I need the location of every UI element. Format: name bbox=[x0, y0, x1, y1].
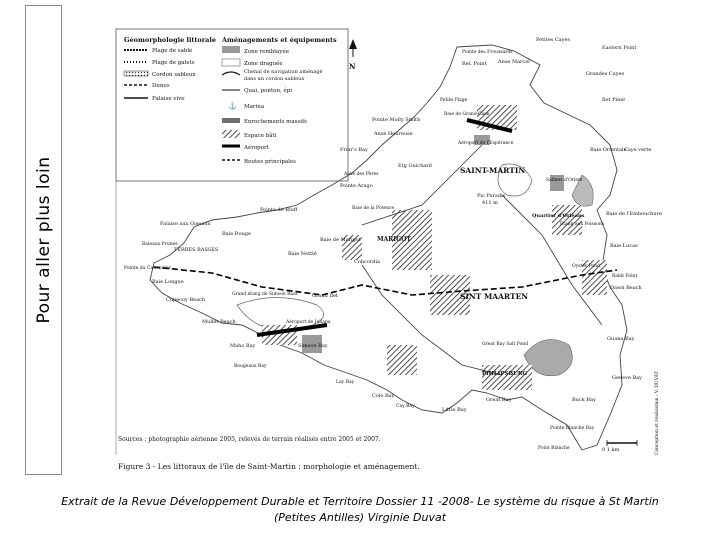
label-pointe-froussards: Pointe des Froussards bbox=[462, 50, 513, 55]
figure-caption: Figure 3 - Les littoraux de l'île de Saint-Martin : morphologie et aménagement. bbox=[118, 462, 420, 471]
label-baie-potence: Baie de la Potence bbox=[352, 206, 395, 211]
label-babit: Babit Point bbox=[612, 274, 638, 279]
label-cupecoy: Cupecoy Beach bbox=[166, 297, 206, 303]
label-caye-verte: Caye verte bbox=[624, 147, 652, 153]
label-baie-grand-case: Baie de Grand-Case bbox=[444, 112, 490, 117]
legend-amg-3: Quai, ponton, épi bbox=[244, 88, 293, 94]
label-quartier-orleans: Quartier d'Orléans bbox=[532, 213, 585, 219]
label-philipsburg: PHILIPSBURG bbox=[482, 371, 528, 377]
legend-geo-1: Plage de galets bbox=[152, 60, 195, 66]
legend-amg-2a: Chenal de navigation aménagé bbox=[244, 69, 323, 75]
sidebar-panel bbox=[25, 5, 62, 475]
label-aeroport-esperance: Aéroport de l'Espérance bbox=[458, 141, 514, 146]
legend-amg-0: Zone remblayée bbox=[244, 49, 289, 55]
scale-bar bbox=[607, 440, 637, 446]
label-aeroport-juliana: Aéroport de Juliana bbox=[286, 320, 331, 325]
legend-amg-5: Enrochements massifs bbox=[244, 119, 307, 125]
north-label: N bbox=[349, 62, 356, 71]
legend-amg-6: Espace bâti bbox=[244, 133, 277, 139]
legend-amg-1: Zone draguée bbox=[244, 61, 283, 67]
label-great-bay-salt: Great Bay Salt Pond bbox=[482, 342, 529, 347]
legend-geo-2: Cordon sableux bbox=[152, 72, 196, 78]
label-baie-rouge: Baie Rouge bbox=[222, 231, 251, 237]
border-line bbox=[154, 267, 617, 295]
label-bougeaux: Bougeaux Bay bbox=[234, 364, 267, 369]
label-baie-lucas: Baie Lucas bbox=[610, 243, 638, 249]
svg-text:⚓: ⚓ bbox=[228, 102, 237, 110]
label-grand-etang: Grand étang de Simson Baai bbox=[232, 292, 298, 297]
label-concordia: Concordia bbox=[354, 259, 381, 265]
label-etang-poissons: Étang aux Poissons bbox=[560, 222, 605, 227]
legend-amg-title: Aménagements et équipements bbox=[222, 36, 337, 44]
north-arrow-icon bbox=[349, 39, 357, 57]
label-baie-orientale: Baie Orientale bbox=[590, 147, 627, 153]
legend-amg-8: Routes principales bbox=[244, 159, 296, 165]
map-figure bbox=[62, 5, 665, 475]
label-baie-plum: Baieaux Prunes bbox=[142, 242, 178, 247]
label-pointe-canonnier: Pointe du Canonnier bbox=[124, 266, 171, 271]
label-etg-guichard: Etg Guichard bbox=[398, 163, 432, 169]
source-caption bbox=[40, 494, 680, 526]
label-maho: Maho Bay bbox=[230, 343, 256, 349]
label-pic-alt: 411 m bbox=[482, 200, 498, 206]
map-svg bbox=[62, 5, 665, 475]
label-pointe-arago: Pointe Arago bbox=[340, 183, 373, 189]
label-baie-longue: Baie Longue bbox=[152, 279, 184, 285]
label-baie-nettle: Baie Nettlé bbox=[288, 251, 317, 257]
label-anse-peres: Anse des Pères bbox=[344, 172, 379, 177]
label-baie-marigot: Baie de Marigot bbox=[320, 237, 361, 243]
sources-note: Sources : photographie aérienne 2005, relevés de terrain réalisés entre 2005 et 2007. bbox=[118, 436, 381, 443]
label-friars-bay: Friar's Bay bbox=[340, 147, 368, 153]
label-salines-orient: Salines d'Orient bbox=[546, 178, 583, 183]
legend-amg-4: Marina bbox=[244, 104, 265, 110]
label-pointe-bluff: Pointe de Bluff bbox=[260, 207, 298, 213]
legend-amg-7: Aéroport bbox=[244, 145, 269, 151]
legend-geo-title: Géomorphologie littorale bbox=[124, 36, 217, 44]
legend-geo-3: Dunes bbox=[152, 83, 170, 89]
label-grandes-cayes: Grandes Cayes bbox=[586, 71, 625, 77]
label-dawn: Dawn Beach bbox=[610, 285, 642, 291]
label-oyster-pond: Oyster Pond bbox=[572, 264, 600, 269]
label-cole-bay: Cole Bay bbox=[372, 393, 395, 399]
caption-line-2: (Petites Antilles) Virginie Duvat bbox=[273, 511, 447, 524]
label-anse-heureuse: Anse Heureuse bbox=[374, 131, 413, 137]
label-baie-embouchure: Baie de l'Embouchure bbox=[606, 211, 662, 217]
label-eastern-point: Eastern Point bbox=[602, 45, 637, 51]
label-marigot: MARIGOT bbox=[377, 236, 411, 243]
label-great-bay: Great Bay bbox=[486, 397, 512, 403]
label-saint-martin: SAINT-MARTIN bbox=[460, 166, 526, 175]
label-pointe-molly-smith: Pointe Molly Smith bbox=[372, 117, 421, 123]
label-terres-basses: TERRES BASSES bbox=[174, 247, 219, 253]
label-cay-bay: Cay Bay bbox=[396, 404, 415, 409]
caption-line-1: Extrait de la Revue Développement Durable et Territoire Dossier 11 -2008- Le système du risque à St Martin bbox=[61, 495, 659, 508]
legend-amg-2b: dans un cordon sableux bbox=[244, 76, 305, 82]
scale-label: 0 1 km bbox=[602, 447, 620, 453]
label-pointe-blanche-bay: Pointe Blanche Bay bbox=[550, 426, 595, 431]
label-petite-plage: Petite Plage bbox=[440, 98, 468, 103]
label-falaise-oiseaux: Falaise aux Oiseaux bbox=[160, 221, 211, 227]
label-buck: Buck Bay bbox=[572, 397, 596, 403]
label-pointe-blanche: Point Blanche bbox=[538, 446, 570, 451]
label-pic-paradis: Pic Paradis bbox=[477, 193, 506, 199]
label-simson: Simson Bay bbox=[298, 343, 328, 349]
label-sint-maarten: SINT MAARTEN bbox=[460, 292, 529, 301]
label-mullet: Mullet Beach bbox=[202, 319, 236, 325]
label-geneve: Geneve Bay bbox=[612, 375, 642, 381]
label-guana: Guana Bay bbox=[607, 336, 635, 342]
legend-geo-0: Plage de sable bbox=[152, 48, 193, 54]
label-lay-bay: Lay Bay bbox=[336, 380, 355, 385]
label-anse-marcel: Anse Marcel bbox=[498, 59, 530, 65]
label-rel-point: Rel. Point bbox=[462, 61, 487, 67]
label-little-bay: Little Bay bbox=[442, 407, 467, 413]
credit-note: Conception et réalisation : V. DUVAT bbox=[655, 371, 660, 455]
label-grand-ilet: Grand Ilet bbox=[312, 293, 338, 299]
label-petites-cayes: Petites Cayes bbox=[536, 37, 570, 43]
legend-geo-4: Falaise vive bbox=[152, 96, 185, 102]
label-ilet-pinel: Ilet Pinel bbox=[602, 97, 625, 103]
sidebar-title: Pour aller plus loin bbox=[33, 156, 54, 324]
